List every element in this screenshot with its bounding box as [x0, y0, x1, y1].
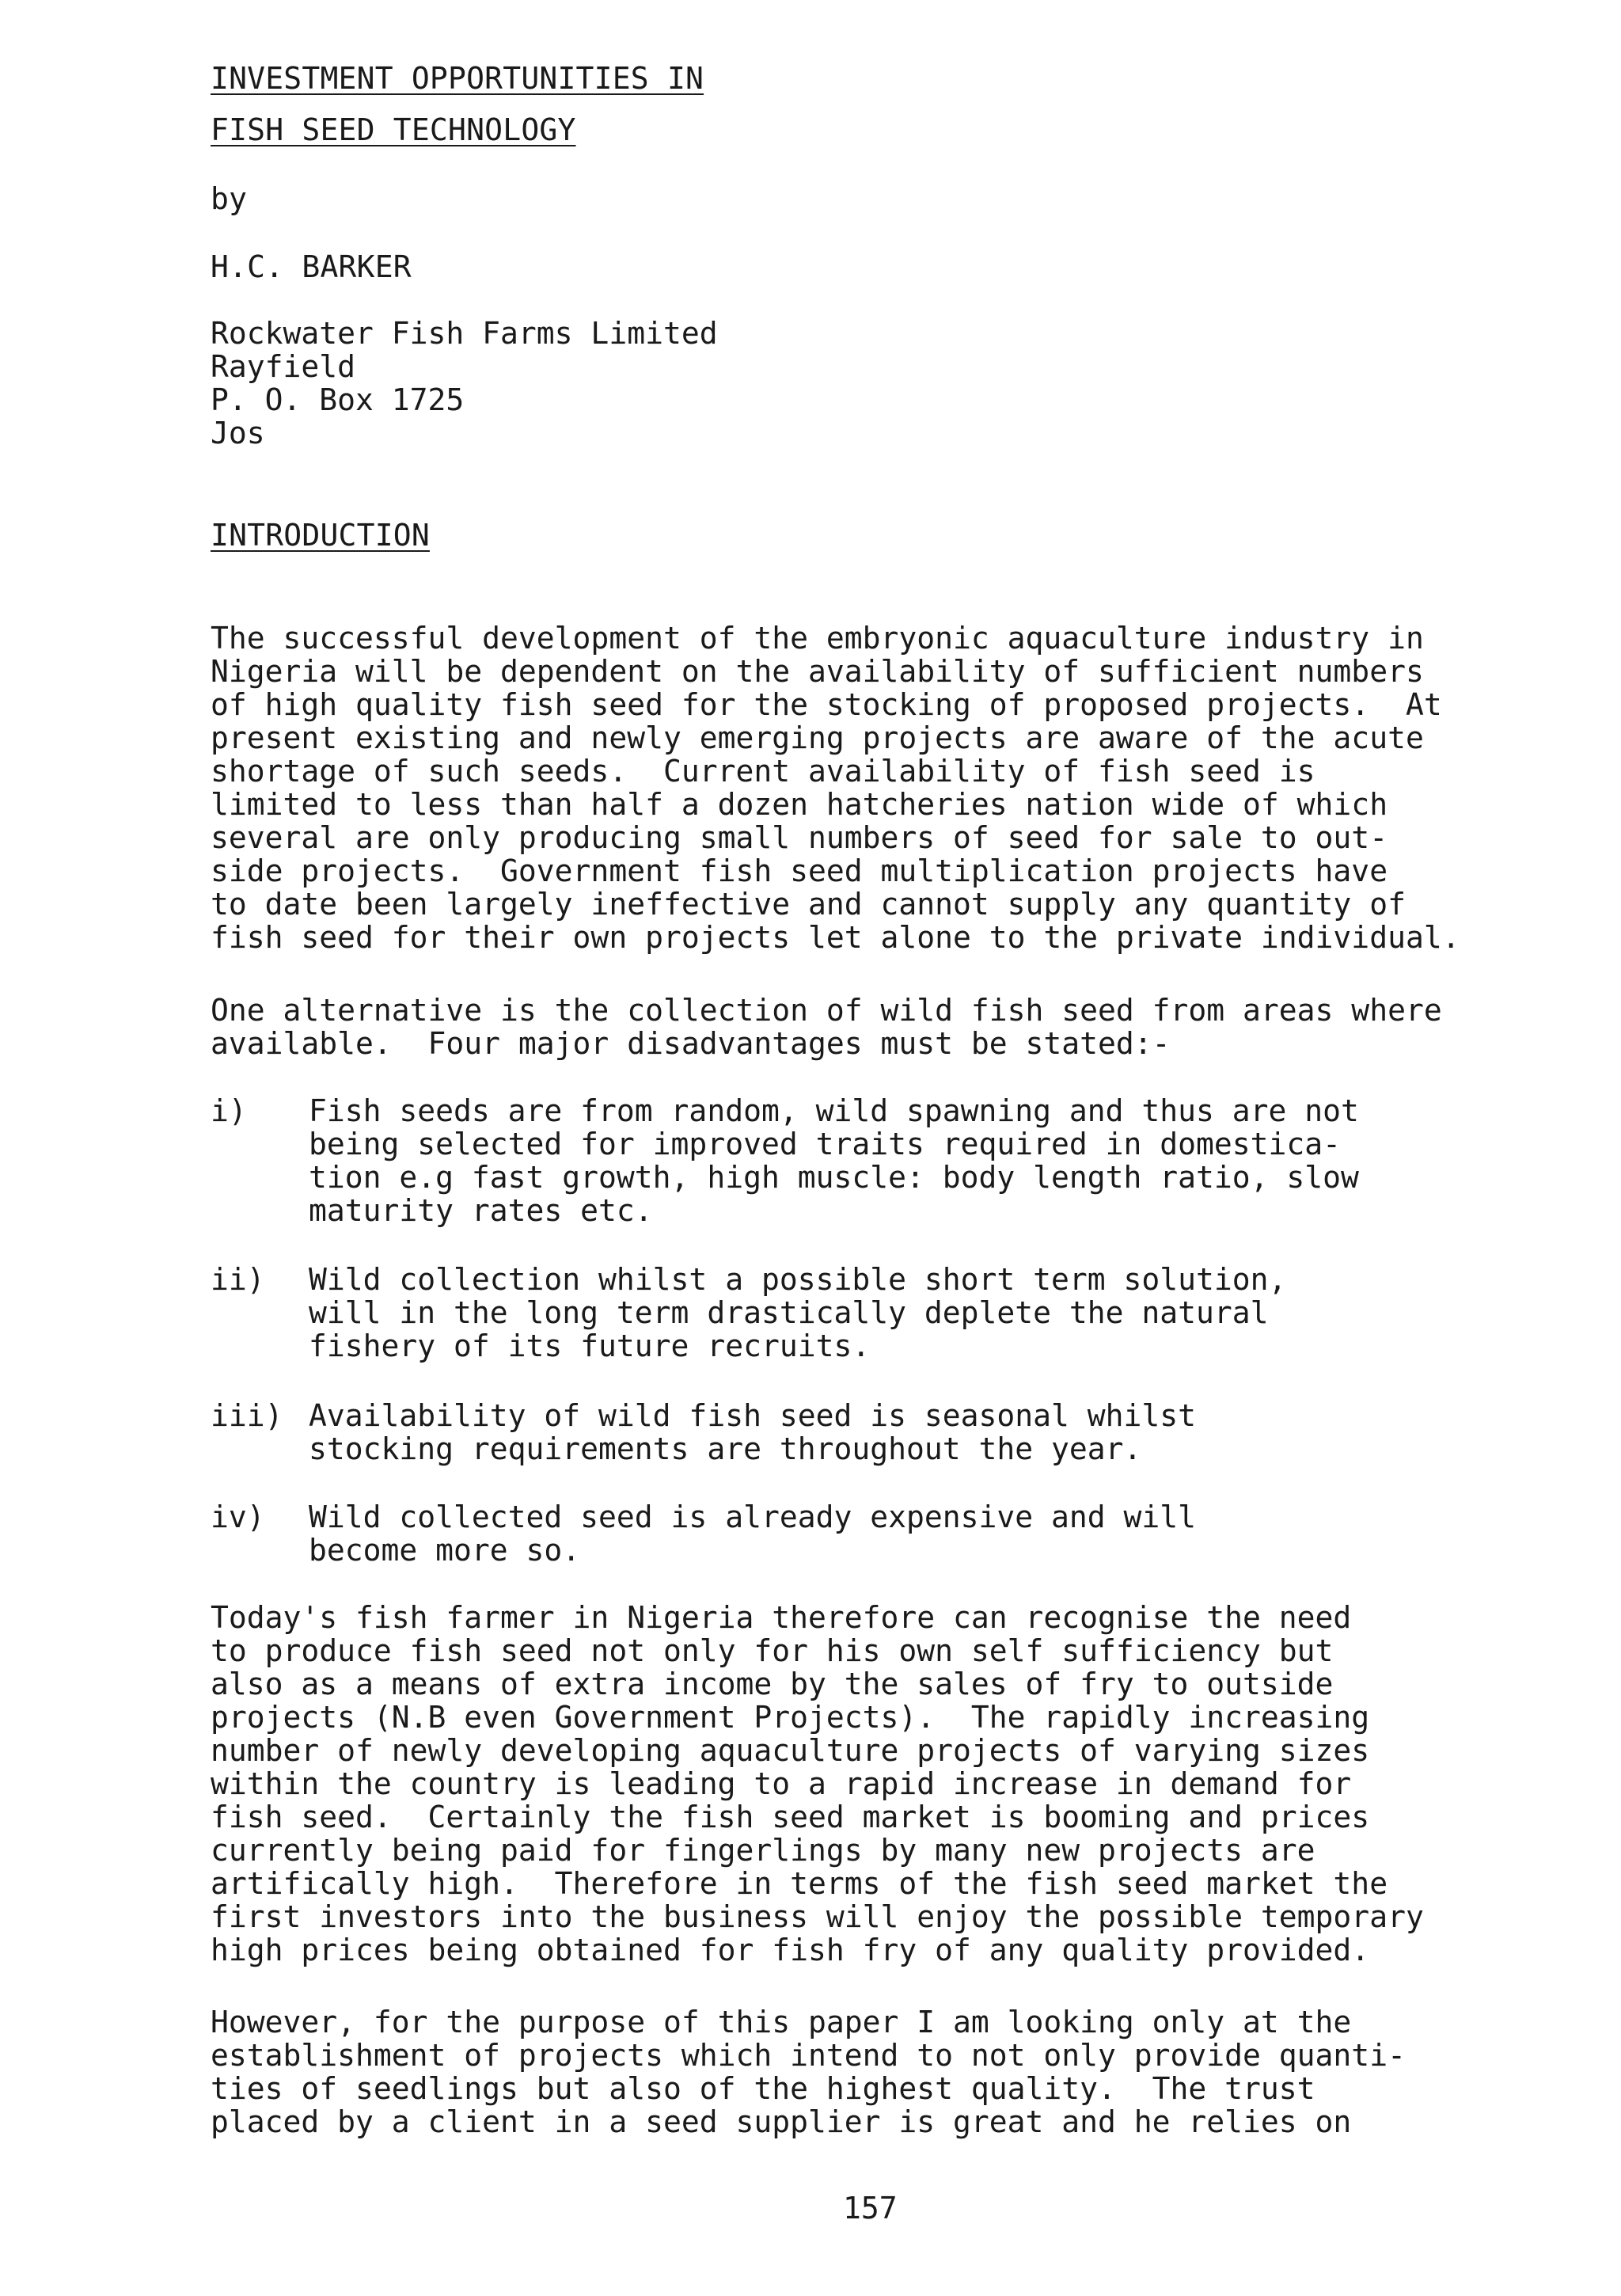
text-line: fish seed. Certainly the fish seed market is booming and prices — [211, 1800, 1370, 1834]
text-line: of high quality fish seed for the stocking of proposed projects. At — [211, 687, 1442, 722]
title-line-1: INVESTMENT OPPORTUNITIES IN — [211, 61, 704, 96]
text-line: will in the long term drastically deplete the natural — [309, 1295, 1269, 1330]
text-line: become more so. — [309, 1533, 581, 1568]
text-line: several are only producing small numbers of seed for sale to out- — [211, 820, 1388, 855]
text-line: limited to less than half a dozen hatcheries nation wide of which — [211, 787, 1388, 822]
author-name: H.C. BARKER — [211, 249, 412, 284]
text-line: projects (N.B even Government Projects). The rapidly increasing — [211, 1700, 1370, 1735]
text-line: to produce fish seed not only for his own self sufficiency but — [211, 1633, 1334, 1668]
list-marker: iv) — [211, 1500, 265, 1534]
list-marker: ii) — [211, 1262, 265, 1297]
text-line: One alternative is the collection of wild fish seed from areas where — [211, 993, 1442, 1028]
text-line: Wild collection whilst a possible short term solution, — [309, 1262, 1287, 1297]
text-line: available. Four major disadvantages must be stated:- — [211, 1026, 1171, 1061]
byline: by — [211, 181, 248, 216]
address-line: Jos — [211, 416, 265, 450]
section-heading-introduction: INTRODUCTION — [211, 518, 430, 553]
text-line: stocking requirements are throughout the year. — [309, 1431, 1142, 1466]
paragraph-1 — [211, 622, 1460, 954]
text-line: The successful development of the embryonic aquaculture industry in — [211, 621, 1424, 656]
text-line: fish seed for their own projects let alone to the private individual. — [211, 920, 1460, 955]
text-line: establishment of projects which intend to not only provide quanti- — [211, 2038, 1406, 2073]
address-line: Rayfield — [211, 349, 356, 384]
text-line: currently being paid for fingerlings by many new projects are — [211, 1833, 1315, 1868]
text-line: being selected for improved traits required in domestica- — [309, 1127, 1342, 1161]
text-line: fishery of its future recruits. — [309, 1329, 871, 1363]
text-line: present existing and newly emerging projects are aware of the acute — [211, 720, 1424, 755]
author-address — [211, 317, 718, 450]
text-line: within the country is leading to a rapid increase in demand for — [211, 1766, 1352, 1801]
text-line: side projects. Government fish seed multiplication projects have — [211, 853, 1388, 888]
address-line: P. O. Box 1725 — [211, 382, 465, 417]
address-line: Rockwater Fish Farms Limited — [211, 316, 718, 351]
text-line: tion e.g fast growth, high muscle: body length ratio, slow — [309, 1160, 1359, 1195]
text-line: However, for the purpose of this paper I am looking only at the — [211, 2005, 1352, 2039]
text-line: Wild collected seed is already expensive and will — [309, 1500, 1197, 1534]
text-line: to date been largely ineffective and cannot supply any quantity of — [211, 887, 1406, 922]
text-line: high prices being obtained for fish fry of any quality provided. — [211, 1933, 1370, 1967]
paragraph-2 — [211, 994, 1442, 1060]
text-line: also as a means of extra income by the sales of fry to outside — [211, 1667, 1334, 1701]
text-line: ties of seedlings but also of the highest quality. The trust — [211, 2071, 1315, 2106]
text-line: placed by a client in a seed supplier is great and he relies on — [211, 2104, 1352, 2139]
title-line-2: FISH SEED TECHNOLOGY — [211, 112, 576, 147]
text-line: artifically high. Therefore in terms of the fish seed market the — [211, 1866, 1388, 1901]
text-line: number of newly developing aquaculture projects of varying sizes — [211, 1733, 1370, 1768]
paragraph-3 — [211, 1601, 1424, 1967]
list-marker: iii) — [211, 1398, 283, 1433]
text-line: shortage of such seeds. Current availability of fish seed is — [211, 754, 1315, 789]
text-line: Nigeria will be dependent on the availability of sufficient numbers — [211, 654, 1424, 689]
text-line: Fish seeds are from random, wild spawning and thus are not — [309, 1093, 1359, 1128]
list-marker: i) — [211, 1093, 247, 1128]
paragraph-4 — [211, 2005, 1406, 2138]
page-number: 157 — [843, 2191, 898, 2226]
text-line: Today's fish farmer in Nigeria therefore can recognise the need — [211, 1600, 1352, 1635]
text-line: Availability of wild fish seed is seasonal whilst — [309, 1398, 1197, 1433]
text-line: maturity rates etc. — [309, 1193, 653, 1228]
text-line: first investors into the business will enjoy the possible temporary — [211, 1899, 1424, 1934]
